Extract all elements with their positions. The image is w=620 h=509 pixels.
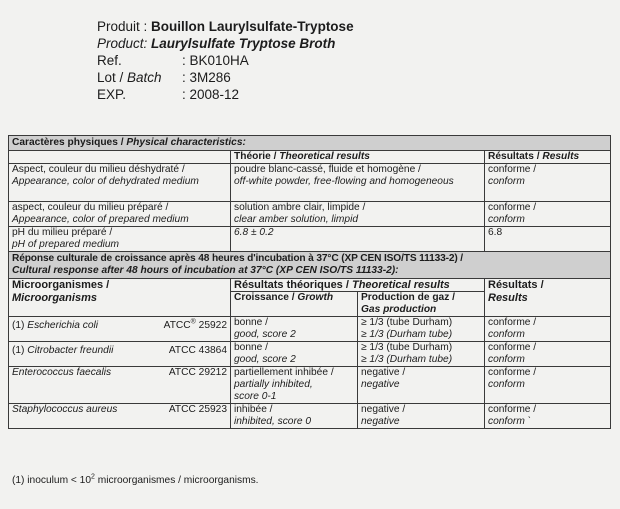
- lot-label: [97, 69, 182, 86]
- result-cell: [485, 342, 611, 367]
- lot-row: [97, 69, 354, 86]
- gas-en: negative: [361, 416, 400, 427]
- gas-cell: [358, 367, 485, 404]
- gas-fr: ≥ 1/3 (tube Durham): [361, 317, 453, 328]
- culture-results-en: Results: [488, 292, 528, 304]
- physical-theory-header: [231, 151, 485, 164]
- growth-en: good, score 2: [234, 329, 296, 340]
- physical-title-en: Physical characteristics:: [126, 137, 246, 148]
- growth-header: [231, 292, 358, 317]
- param-en: Appearance, color of dehydrated medium: [12, 176, 199, 187]
- organism-prefix: (1): [12, 345, 28, 356]
- lot-label-en: Batch: [127, 70, 162, 85]
- result-cell: [485, 404, 611, 429]
- theory-fr: 6.8 ± 0.2: [234, 227, 274, 238]
- exp-label: EXP.: [97, 87, 127, 102]
- gas-fr: negative /: [361, 367, 406, 378]
- physical-row: [9, 227, 611, 252]
- results-header-en: Results: [542, 151, 580, 162]
- physical-row: [9, 202, 611, 227]
- culture-row: [9, 367, 611, 404]
- culture-title-fr: Réponse culturale de croissance après 48 heures d'incubation à 37°C (XP CEN ISO/TS 11133-2) /: [12, 253, 463, 264]
- gas-cell: [358, 342, 485, 367]
- result-en: conform: [488, 214, 525, 225]
- param-fr: aspect, couleur du milieu préparé /: [12, 202, 169, 213]
- growth-cell: [231, 404, 358, 429]
- growth-cell: [231, 317, 358, 342]
- product-label-en: Product:: [97, 36, 148, 51]
- growth-fr: bonne /: [234, 342, 268, 353]
- product-name-en-row: [97, 35, 354, 52]
- organism-name: Staphylococcus aureus: [12, 404, 118, 415]
- gas-en: ≥ 1/3 (Durham tube): [361, 329, 453, 340]
- growth-cell: [231, 342, 358, 367]
- ref-label: Ref.: [97, 53, 122, 68]
- inoculum-footnote: [12, 475, 259, 486]
- product-name-fr: Bouillon Laurylsulfate-Tryptose: [151, 19, 354, 34]
- theory-header-fr: Théorie /: [234, 151, 280, 162]
- organism-name: Enterococcus faecalis: [12, 367, 112, 378]
- physical-param-header: [9, 151, 231, 164]
- theory-fr: poudre blanc-cassé, fluide et homogène /: [234, 164, 421, 175]
- culture-row: [9, 317, 611, 342]
- result-fr: 6.8: [488, 227, 503, 238]
- theory-cell: [231, 164, 485, 202]
- atcc-code: [169, 367, 227, 379]
- culture-theory-fr: Résultats théoriques /: [234, 279, 352, 291]
- atcc-registered-mark: ®: [190, 318, 196, 326]
- result-fr: conforme /: [488, 202, 537, 213]
- atcc-code: [169, 404, 227, 416]
- organism-cell: [9, 404, 231, 429]
- param-en: pH of prepared medium: [12, 239, 120, 250]
- micro-header-fr: Microorganismes /: [12, 279, 110, 291]
- culture-row: [9, 404, 611, 429]
- atcc-number: 25923: [195, 404, 227, 415]
- organism-cell: [9, 342, 231, 367]
- param-cell: [9, 227, 231, 252]
- organism-name: Escherichia coli: [27, 320, 99, 331]
- product-header: [97, 18, 354, 103]
- product-name-en: Laurylsulfate Tryptose Broth: [151, 36, 336, 51]
- culture-theory-header: [231, 279, 485, 292]
- atcc-number: 25922: [195, 320, 227, 331]
- physical-row: [9, 164, 611, 202]
- atcc-number: 43864: [195, 345, 227, 356]
- gas-cell: [358, 317, 485, 342]
- gas-header-en: Gas production: [361, 304, 437, 315]
- ref-row: [97, 52, 354, 69]
- organism-cell: [9, 367, 231, 404]
- physical-band: [9, 136, 611, 151]
- growth-en: partially inhibited,: [234, 379, 313, 390]
- atcc-label: ATCC: [168, 367, 196, 378]
- gas-en: ≥ 1/3 (Durham tube): [361, 354, 453, 365]
- result-fr: conforme /: [488, 367, 537, 378]
- lot-value: : 3M286: [182, 70, 231, 85]
- footnote-text-b: microorganismes / microorganisms.: [94, 475, 259, 486]
- result-fr: conforme /: [488, 317, 537, 328]
- results-header-fr: Résultats /: [488, 151, 543, 162]
- param-en: Appearance, color of prepared medium: [12, 214, 189, 225]
- theory-en: clear amber solution, limpid: [234, 214, 359, 225]
- theory-cell: [231, 202, 485, 227]
- result-fr: conforme /: [488, 404, 537, 415]
- exp-value: : 2008-12: [182, 87, 240, 102]
- gas-cell: [358, 404, 485, 429]
- growth-fr: partiellement inhibée /: [234, 367, 334, 378]
- gas-fr: negative /: [361, 404, 406, 415]
- organism-name: Citrobacter freundii: [27, 345, 114, 356]
- param-fr: Aspect, couleur du milieu déshydraté /: [12, 164, 185, 175]
- ref-value: : BK010HA: [182, 53, 249, 68]
- characteristics-table: [8, 135, 611, 429]
- gas-header: [358, 292, 485, 317]
- result-cell: [485, 227, 611, 252]
- theory-fr: solution ambre clair, limpide /: [234, 202, 366, 213]
- atcc-code: [169, 345, 227, 357]
- result-en: conform: [488, 176, 525, 187]
- result-cell: [485, 202, 611, 227]
- lot-label-fr: Lot /: [97, 70, 128, 85]
- growth-header-fr: Croissance /: [234, 292, 298, 303]
- footnote-exponent: 2: [91, 473, 95, 481]
- theory-cell: [231, 227, 485, 252]
- growth-header-en: Growth: [297, 292, 334, 303]
- physical-title: [9, 136, 611, 151]
- micro-header-en: Microorganisms: [12, 292, 97, 304]
- physical-title-fr: Caractères physiques /: [12, 137, 127, 148]
- param-fr: pH du milieu préparé /: [12, 227, 113, 238]
- culture-row: [9, 342, 611, 367]
- gas-header-fr: Production de gaz /: [361, 292, 455, 303]
- growth-en-line2: score 0-1: [234, 391, 277, 402]
- culture-results-header: [485, 279, 611, 317]
- product-label-fr: Produit :: [97, 19, 148, 34]
- micro-header: [9, 279, 231, 317]
- gas-fr: ≥ 1/3 (tube Durham): [361, 342, 453, 353]
- physical-results-header: [485, 151, 611, 164]
- culture-results-fr: Résultats /: [488, 279, 544, 291]
- growth-fr: bonne /: [234, 317, 268, 328]
- physical-header-row: [9, 151, 611, 164]
- result-cell: [485, 164, 611, 202]
- atcc-number: 29212: [195, 367, 227, 378]
- result-en: conform: [488, 379, 525, 390]
- result-cell: [485, 367, 611, 404]
- theory-en: off-white powder, free-flowing and homogeneous: [234, 176, 454, 187]
- result-en: conform: [488, 354, 525, 365]
- gas-en: negative: [361, 379, 400, 390]
- culture-header-row: [9, 279, 611, 292]
- result-cell: [485, 317, 611, 342]
- product-name-fr-row: [97, 18, 354, 35]
- result-fr: conforme /: [488, 164, 537, 175]
- footnote-text-a: (1) inoculum < 10: [12, 475, 91, 486]
- growth-en: good, score 2: [234, 354, 296, 365]
- atcc-label: ATCC: [163, 320, 191, 331]
- theory-header-en: Theoretical results: [279, 151, 370, 162]
- param-cell: [9, 164, 231, 202]
- atcc-label: ATCC: [168, 404, 196, 415]
- culture-title-en: Cultural response after 48 hours of incubation at 37°C (XP CEN ISO/TS 11133-2):: [12, 265, 399, 276]
- result-en: conform `: [488, 416, 532, 427]
- growth-en: inhibited, score 0: [234, 416, 312, 427]
- param-cell: [9, 202, 231, 227]
- atcc-code: [164, 320, 227, 332]
- culture-band: [9, 252, 611, 279]
- organism-cell: [9, 317, 231, 342]
- growth-fr: inhibée /: [234, 404, 273, 415]
- result-en: conform: [488, 329, 525, 340]
- culture-title: [9, 252, 611, 279]
- growth-cell: [231, 367, 358, 404]
- exp-row: [97, 86, 354, 103]
- organism-prefix: (1): [12, 320, 28, 331]
- result-fr: conforme /: [488, 342, 537, 353]
- atcc-label: ATCC: [168, 345, 196, 356]
- culture-theory-en: Theoretical results: [351, 279, 450, 291]
